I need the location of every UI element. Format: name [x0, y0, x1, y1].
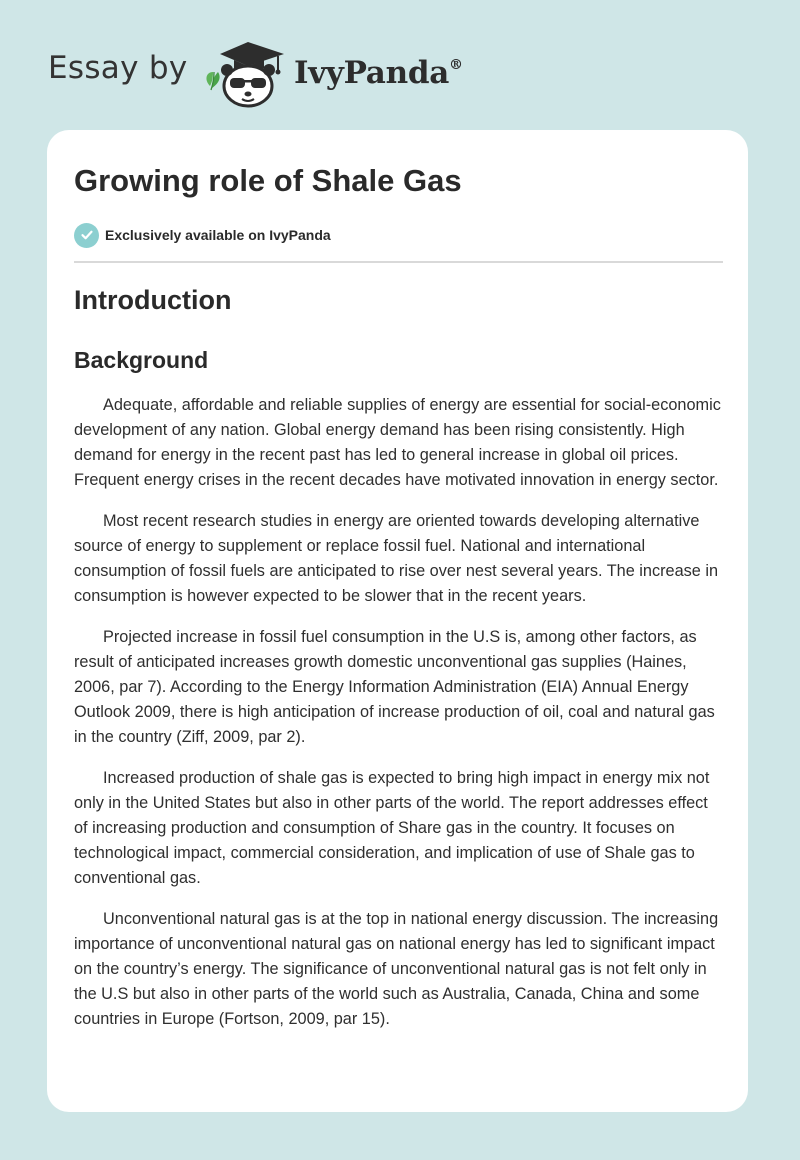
subsection-heading: Background — [74, 347, 209, 373]
site-header — [0, 0, 800, 130]
section-heading: Introduction — [74, 285, 232, 315]
exclusive-badge-label: Exclusively available on IvyPanda — [105, 227, 331, 243]
essay-card — [47, 130, 748, 1112]
paragraph: Increased production of shale gas is expected to bring high impact in energy mix not only in the United States but also in other parts of the world. The report addresses effect of increasing production and consumption of Share gas in the country. It focuses on technological impact, commercial consideration, and implication of use of Shale gas to conventional gas. — [74, 769, 710, 887]
article-body — [74, 393, 724, 1048]
divider — [74, 261, 723, 263]
paragraph: Adequate, affordable and reliable supplies of energy are essential for social-economic development of any nation. Global energy demand has been rising consistently. High demand for energy in the recent past has led to general increase in global oil prices. Frequent energy crises in the recent decades have motivated innovation in energy sector. — [74, 396, 721, 489]
essay-by-label: Essay by — [48, 50, 188, 86]
paragraph: Unconventional natural gas is at the top in national energy discussion. The increasing importance of unconventional natural gas on national energy has led to significant impact on the country’s energy. The significance of unconventional natural gas is not felt only in the U.S but also in other parts of the world such as Australia, Canada, China and some countries in Europe (Fortson, 2009, par 15). — [74, 910, 719, 1028]
brand-name[interactable]: IvyPanda® — [294, 55, 463, 91]
check-circle-icon — [74, 223, 99, 248]
exclusive-badge — [74, 222, 331, 248]
registered-mark: ® — [449, 57, 463, 73]
paragraph: Most recent research studies in energy are oriented towards developing alternative source of energy to supplement or replace fossil fuel. National and international consumption of fossil fuels are anticipated to rise over nest several years. The increase in consumption is however expected to be slower that in the recent years. — [74, 512, 719, 605]
paragraph: Projected increase in fossil fuel consumption in the U.S is, among other factors, as result of anticipated increases growth domestic unconventional gas supplies (Haines, 2006, par 7). According to the Energy Information Administration (EIA) Annual Energy Outlook 2009, there is high anticipation of increase production of oil, coal and natural gas in the country (Ziff, 2009, par 2). — [74, 628, 715, 746]
leaf-icon — [206, 72, 219, 90]
panda-graduate-logo-icon[interactable] — [200, 34, 290, 110]
page-title: Growing role of Shale Gas — [74, 163, 462, 198]
